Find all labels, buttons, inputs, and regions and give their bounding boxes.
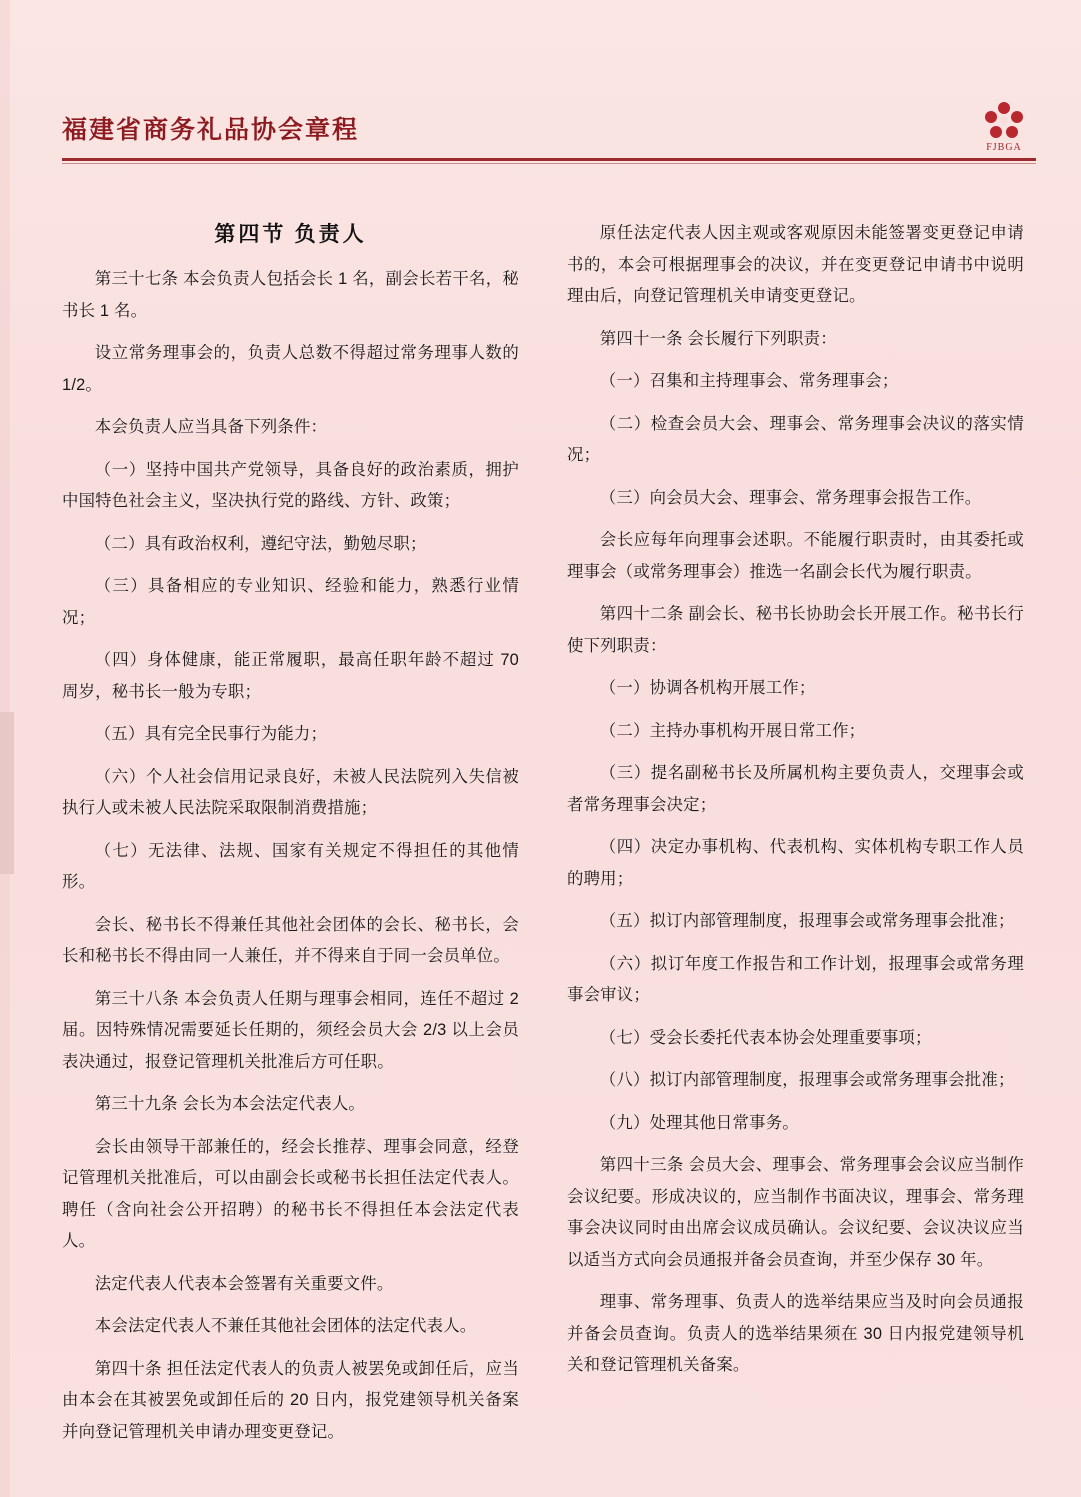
- paragraph: （四）身体健康，能正常履职，最高任职年龄不超过 70 周岁，秘书长一般为专职；: [62, 651, 519, 701]
- logo-text: FJBGA: [986, 142, 1022, 153]
- page-title: 福建省商务礼品协会章程: [62, 117, 360, 144]
- right-column: [567, 218, 1024, 1459]
- page-left-edge-tab: [0, 712, 14, 874]
- header-divider-thin: [62, 163, 1036, 164]
- paragraph: （七）无法律、法规、国家有关规定不得担任的其他情形。: [62, 841, 519, 891]
- paragraph: （五）具有完全民事行为能力；: [94, 725, 328, 743]
- paragraph: 本会法定代表人不兼任其他社会团体的法定代表人。: [94, 1317, 477, 1335]
- paragraph: 第三十九条 会长为本会法定代表人。: [94, 1095, 365, 1113]
- paragraph: 会长、秘书长不得兼任其他社会团体的会长、秘书长，会长和秘书长不得由同一人兼任，并不得来自于同一会员单位。: [62, 915, 519, 965]
- paragraph: （二）主持办事机构开展日常工作；: [599, 721, 866, 740]
- paragraph: 第四十二条 副会长、秘书长协助会长开展工作。秘书长行使下列职责：: [567, 605, 1024, 655]
- paragraph: （一）坚持中国共产党领导，具备良好的政治素质，拥护中国特色社会主义，坚决执行党的路线、方针、政策；: [62, 460, 519, 510]
- document-body: [62, 218, 1024, 1459]
- paragraph: （九）处理其他日常事务。: [599, 1113, 799, 1132]
- paragraph: （六）拟订年度工作报告和工作计划，报理事会或常务理事会审议；: [567, 954, 1024, 1004]
- paragraph: （六）个人社会信用记录良好，未被人民法院列入失信被执行人或未被人民法院采取限制消费措施；: [62, 767, 519, 817]
- paragraph: （八）拟订内部管理制度，报理事会或常务理事会批准；: [599, 1071, 1015, 1089]
- paragraph: 设立常务理事会的，负责人总数不得超过常务理事人数的 1/2。: [62, 344, 519, 394]
- paragraph: （二）具有政治权利，遵纪守法，勤勉尽职；: [94, 534, 427, 553]
- association-logo: [972, 100, 1036, 153]
- paragraph: （四）决定办事机构、代表机构、实体机构专职工作人员的聘用；: [567, 838, 1024, 888]
- paragraph: （三）提名副秘书长及所属机构主要负责人，交理事会或者常务理事会决定；: [567, 764, 1024, 814]
- paragraph: （三）向会员大会、理事会、常务理事会报告工作。: [599, 488, 982, 507]
- section-heading: 第四节 负责人: [214, 222, 367, 246]
- paragraph: 原任法定代表人因主观或客观原因未能签署变更登记申请书的，本会可根据理事会的决议，并在变更登记申请书中说明理由后，向登记管理机关申请变更登记。: [567, 224, 1024, 305]
- paragraph: （五）拟订内部管理制度，报理事会或常务理事会批准；: [599, 912, 1015, 930]
- paragraph: 第四十条 担任法定代表人的负责人被罢免或卸任后，应当由本会在其被罢免或卸任后的 20 日内，报党建领导机关备案并向登记管理机关申请办理变更登记。: [62, 1359, 519, 1441]
- paragraph: 本会负责人应当具备下列条件：: [94, 418, 328, 436]
- paragraph: 会长由领导干部兼任的，经会长推荐、理事会同意，经登记管理机关批准后，可以由副会长或秘书长担任法定代表人。聘任（含向社会公开招聘）的秘书长不得担任本会法定代表人。: [62, 1137, 519, 1250]
- paragraph: 第四十三条 会员大会、理事会、常务理事会会议应当制作会议纪要。形成决议的，应当制作书面决议，理事会、常务理事会决议同时由出席会议成员确认。会议纪要、会议决议应当以适当方式向会员通报并备会员查询，并至少保存 30 年。: [567, 1156, 1024, 1269]
- header-divider: [62, 158, 1036, 161]
- paragraph: 第三十七条 本会负责人包括会长 1 名，副会长若干名，秘书长 1 名。: [62, 270, 519, 320]
- paragraph: （二）检查会员大会、理事会、常务理事会决议的落实情况；: [567, 414, 1024, 464]
- paragraph: 法定代表人代表本会签署有关重要文件。: [94, 1274, 394, 1293]
- paragraph: 会长应每年向理事会述职。不能履行职责时，由其委托或理事会（或常务理事会）推选一名副会长代为履行职责。: [567, 531, 1024, 581]
- paragraph: 第四十一条 会长履行下列职责：: [599, 329, 837, 348]
- document-header: [0, 0, 1081, 170]
- paragraph: （一）协调各机构开展工作；: [599, 679, 816, 697]
- paragraph: 理事、常务理事、负责人的选举结果应当及时向会员通报并备会员查询。负责人的选举结果须在 30 日内报党建领导机关和登记管理机关备案。: [567, 1293, 1024, 1374]
- paragraph: 第三十八条 本会负责人任期与理事会相同，连任不超过 2 届。因特殊情况需要延长任期的，须经会员大会 2/3 以上会员表决通过，报登记管理机关批准后方可任职。: [62, 989, 519, 1071]
- flower-logo-icon: [972, 100, 1036, 140]
- paragraph: （七）受会长委托代表本协会处理重要事项；: [599, 1028, 932, 1047]
- paragraph: （一）召集和主持理事会、常务理事会；: [599, 372, 899, 390]
- left-column: [62, 218, 519, 1459]
- paragraph: （三）具备相应的专业知识、经验和能力，熟悉行业情况；: [62, 577, 519, 627]
